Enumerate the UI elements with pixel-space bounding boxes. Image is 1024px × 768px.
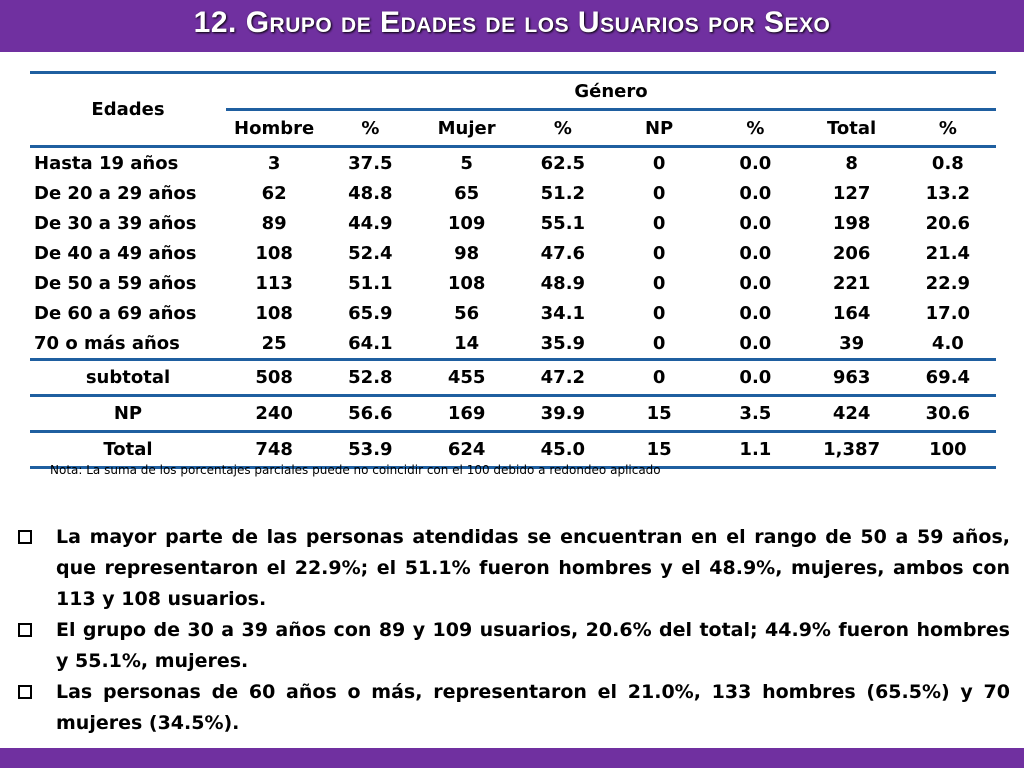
table-cell: 8 xyxy=(845,152,858,174)
table-row xyxy=(30,178,996,208)
table-cell: 65 xyxy=(454,182,480,204)
table-cell: 44.9 xyxy=(348,212,393,234)
table-cell: 0 xyxy=(652,272,666,294)
table-cell: 64.1 xyxy=(348,332,393,354)
column-header: % xyxy=(746,117,765,139)
checkbox-bullet-icon xyxy=(18,623,32,637)
bullet-item xyxy=(16,677,1010,739)
table-cell: 53.9 xyxy=(348,439,393,460)
table-cell: 0 xyxy=(652,152,666,174)
table-cell: 0 xyxy=(652,332,666,354)
table-cell: 34.1 xyxy=(540,302,586,324)
row-label: De 40 a 49 años xyxy=(34,242,197,264)
table-cell: 108 xyxy=(447,272,486,294)
table-cell: 206 xyxy=(832,242,871,264)
table-cell: 52.4 xyxy=(348,242,393,264)
column-header: % xyxy=(938,117,957,139)
table-cell: 0.0 xyxy=(739,182,772,204)
table-cell: 45.0 xyxy=(540,439,586,460)
header-genero: Género xyxy=(226,73,996,110)
table-cell: 108 xyxy=(255,242,293,264)
table-cell: 22.9 xyxy=(925,272,971,294)
table-cell: 0.0 xyxy=(739,242,772,264)
checkbox-bullet-icon xyxy=(18,685,32,699)
table-cell: 0.8 xyxy=(931,152,964,174)
table-cell: 13.2 xyxy=(925,182,971,204)
bullet-text: Las personas de 60 años o más, representaron el 21.0%, 133 hombres (65.5%) y 70 mujeres (34.5%). xyxy=(56,681,1010,734)
table-cell: 164 xyxy=(832,302,871,324)
table-cell: 56 xyxy=(454,302,480,324)
table-cell: 20.6 xyxy=(925,212,971,234)
column-header: NP xyxy=(644,117,674,139)
checkbox-bullet-icon xyxy=(18,530,32,544)
table-cell: 39.9 xyxy=(540,403,586,424)
table-cell: 47.6 xyxy=(540,242,586,264)
table-cell: 963 xyxy=(832,367,871,388)
table-cell: 0 xyxy=(652,367,666,388)
table-cell: 508 xyxy=(255,367,293,388)
table-cell: 14 xyxy=(454,332,480,354)
table-cell: 1,387 xyxy=(823,439,881,460)
table-cell: 47.2 xyxy=(540,367,586,388)
table-cell: 56.6 xyxy=(348,403,393,424)
table-row xyxy=(30,328,996,360)
row-label: De 50 a 59 años xyxy=(34,272,197,294)
table-cell: 455 xyxy=(447,367,486,388)
table-cell: 1.1 xyxy=(739,439,772,460)
table-cell: 15 xyxy=(646,439,672,460)
table-cell: 62 xyxy=(261,182,287,204)
column-header: Total xyxy=(827,117,877,139)
table-cell: 52.8 xyxy=(348,367,393,388)
table-cell: 3 xyxy=(267,152,281,174)
table-cell: 69.4 xyxy=(925,367,971,388)
table-cell: 0.0 xyxy=(739,332,772,354)
table-cell: 51.1 xyxy=(348,272,393,294)
table-cell: 39 xyxy=(839,332,865,354)
table-row xyxy=(30,268,996,298)
column-header: Mujer xyxy=(437,117,496,139)
table-cell: 98 xyxy=(454,242,480,264)
table-cell: 17.0 xyxy=(925,302,971,324)
row-label: NP xyxy=(113,403,143,424)
table-cell: 0.0 xyxy=(739,272,772,294)
table-cell: 113 xyxy=(255,272,293,294)
column-header: % xyxy=(553,117,572,139)
table-cell: 4.0 xyxy=(931,332,964,354)
row-label: Total xyxy=(103,439,153,460)
table-cell: 51.2 xyxy=(540,182,586,204)
table-cell: 127 xyxy=(832,182,871,204)
row-label: subtotal xyxy=(85,367,171,388)
row-label: De 60 a 69 años xyxy=(34,302,197,324)
table-row xyxy=(30,208,996,238)
table-cell: 15 xyxy=(646,403,672,424)
footer-bar xyxy=(0,748,1024,768)
table-cell: 169 xyxy=(447,403,486,424)
table-row xyxy=(30,298,996,328)
table-cell: 198 xyxy=(832,212,871,234)
table-cell: 48.9 xyxy=(540,272,586,294)
table-cell: 21.4 xyxy=(925,242,971,264)
header-edades: Edades xyxy=(91,99,165,120)
table-row xyxy=(30,147,996,179)
table-cell: 0.0 xyxy=(739,367,772,388)
row-label: 70 o más años xyxy=(34,332,180,354)
bullet-item xyxy=(16,522,1010,615)
table-cell: 65.9 xyxy=(348,302,393,324)
bullet-item xyxy=(16,615,1010,677)
table-cell: 240 xyxy=(255,403,293,424)
table-cell: 221 xyxy=(832,272,871,294)
bullet-text: El grupo de 30 a 39 años con 89 y 109 usuarios, 20.6% del total; 44.9% fueron hombres y 55.1%, mujeres. xyxy=(56,619,1010,672)
table-cell: 3.5 xyxy=(739,403,772,424)
table-cell: 0 xyxy=(652,212,666,234)
table-cell: 0.0 xyxy=(739,212,772,234)
table-row xyxy=(30,238,996,268)
table-cell: 55.1 xyxy=(540,212,586,234)
table-cell: 25 xyxy=(261,332,287,354)
bullet-text: La mayor parte de las personas atendidas se encuentran en el rango de 50 a 59 años, que representaron el 22.9%; el 51.1% fueron hombres y el 48.9%, mujeres, ambos con 113 y 108 usuarios. xyxy=(56,526,1010,610)
table-cell: 0 xyxy=(652,302,666,324)
table-cell: 424 xyxy=(832,403,871,424)
table-cell: 30.6 xyxy=(925,403,971,424)
column-header: % xyxy=(361,117,380,139)
table-cell: 108 xyxy=(255,302,293,324)
table-cell: 35.9 xyxy=(540,332,586,354)
table-cell: 0 xyxy=(652,182,666,204)
table-cell: 109 xyxy=(447,212,486,234)
table-cell: 37.5 xyxy=(348,152,393,174)
table-cell: 624 xyxy=(447,439,486,460)
table-cell: 748 xyxy=(255,439,293,460)
bullet-list xyxy=(16,522,1010,739)
table-cell: 0 xyxy=(652,242,666,264)
column-header: Hombre xyxy=(234,117,315,139)
table-cell: 89 xyxy=(261,212,287,234)
np-row xyxy=(30,396,996,432)
row-label: Hasta 19 años xyxy=(34,152,179,174)
table-cell: 5 xyxy=(460,152,473,174)
age-gender-table xyxy=(30,71,996,469)
table-cell: 0.0 xyxy=(739,152,772,174)
table-cell: 62.5 xyxy=(540,152,586,174)
table-footnote: Nota: La suma de los porcentajes parciales puede no coincidir con el 100 debido a redondeo aplicado xyxy=(50,463,661,477)
table-cell: 48.8 xyxy=(348,182,393,204)
subtotal-row xyxy=(30,360,996,396)
row-label: De 20 a 29 años xyxy=(34,182,197,204)
page-title: 12. Grupo de Edades de los Usuarios por Sexo xyxy=(193,6,831,39)
row-label: De 30 a 39 años xyxy=(34,212,197,234)
table-cell: 0.0 xyxy=(739,302,772,324)
table-cell: 100 xyxy=(929,439,967,460)
